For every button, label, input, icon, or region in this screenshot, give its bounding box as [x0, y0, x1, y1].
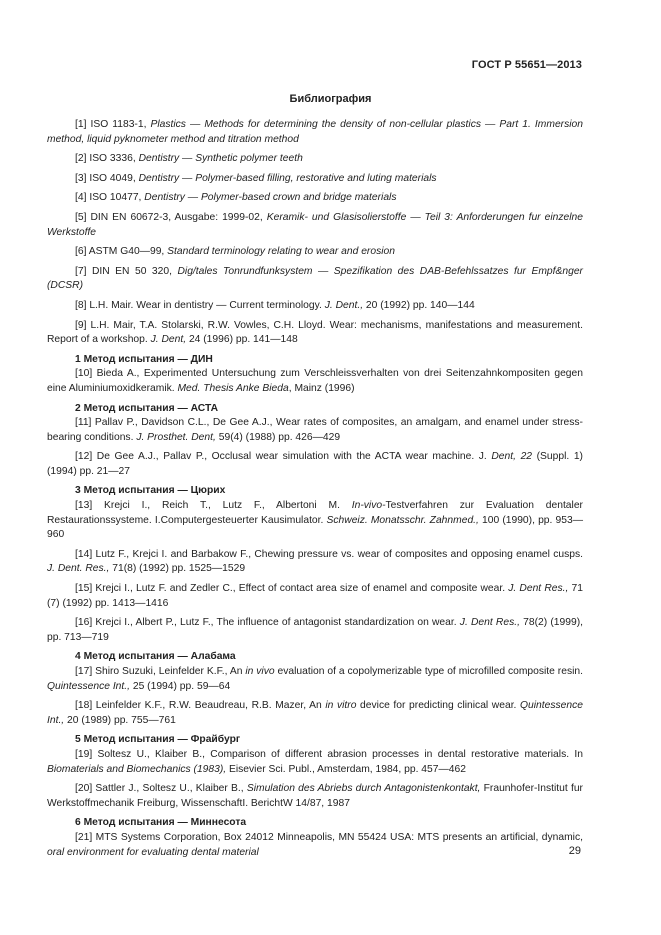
reference-2: [2] ISO 3336, Dentistry — Synthetic polymer teeth: [75, 153, 303, 165]
reference-12: [12] De Gee A.J., Pallav P., Occlusal wear simulation with the ACTA wear machine. J. Dent, 22 (Suppl. 1) (1994) pp. 21—27: [47, 451, 583, 477]
reference-8: [8] L.H. Mair. Wear in dentistry — Current terminology. J. Dent., 20 (1992) pp. 140—144: [75, 299, 475, 311]
section-heading-freiburg: 5 Метод испытания — Фрайбург: [75, 734, 241, 746]
section-heading-din: 1 Метод испытания — ДИН: [75, 353, 213, 365]
bibliography-list: [47, 118, 583, 865]
reference-3: [3] ISO 4049, Dentistry — Polymer-based filling, restorative and luting materials: [75, 172, 437, 184]
reference-20: [20] Sattler J., Soltesz U., Klaiber B., Simulation des Abriebs durch Antagonistenkontakt, Fraunhofer-Institut fur Werkstoffmechanik Freiburg, WissenschaftI. BerichtW 14/87, 1987: [47, 783, 583, 809]
page-number: 29: [568, 845, 581, 857]
reference-6: [6] ASTM G40—99, Standard terminology relating to wear and erosion: [75, 246, 395, 258]
reference-19: [19] Soltesz U., Klaiber B., Comparison of different abrasion processes in dental restorative materials. In Biomaterials and Biomechanics (1983), Eisevier Sci. Publ., Amsterdam, 1984, pp. 457—462: [47, 748, 583, 775]
standard-code: ГОСТ Р 55651—2013: [471, 59, 582, 71]
reference-9: [9] L.H. Mair, T.A. Stolarski, R.W. Vowles, C.H. Lloyd. Wear: mechanisms, manifestations and measurement. Report of a workshop. J. Dent, 24 (1996) pp. 141—148: [47, 319, 583, 346]
section-heading-alabama: 4 Метод испытания — Алабама: [75, 651, 236, 663]
section-heading-acta: 2 Метод испытания — АСТА: [75, 402, 219, 414]
reference-1: [1] ISO 1183-1, Plastics — Methods for determining the density of non-cellular plastics — Part 1. Immersion method, liquid pyknometer method and titration method: [47, 119, 583, 145]
reference-14: [14] Lutz F., Krejci I. and Barbakow F., Chewing pressure vs. wear of composites and opposing enamel cusps. J. Dent. Res., 71(8) (1992) pp. 1525—1529: [47, 548, 583, 575]
page-title: Библиография: [289, 93, 372, 105]
reference-17: [17] Shiro Suzuki, Leinfelder K.F., An in vivo evaluation of a copolymerizable type of microfilled composite resin. Quintessence Int., 25 (1994) pp. 59—64: [47, 666, 583, 692]
reference-5: [5] DIN EN 60672-3, Ausgabe: 1999-02, Keramik- und Glasisolierstoffe — Teil 3: Anforderungen fur einzelne Werkstoffe: [47, 211, 583, 238]
reference-4: [4] ISO 10477, Dentistry — Polymer-based crown and bridge materials: [75, 192, 397, 204]
section-heading-minnesota: 6 Метод испытания — Миннесота: [75, 817, 247, 829]
reference-21: [21] MTS Systems Corporation, Box 24012 Minneapolis, MN 55424 USA: MTS presents an artificial, dynamic, oral environment for evaluating dental material: [47, 831, 583, 858]
reference-16: [16] Krejci I., Albert P., Lutz F., The influence of antagonist standardization on wear. J. Dent Res., 78(2) (1999), pp. 713—719: [47, 617, 583, 643]
reference-18: [18] Leinfelder K.F., R.W. Beaudreau, R.B. Mazer, An in vitro device for predicting clinical wear. Quintessence Int., 20 (1989) pp. 755—761: [47, 700, 583, 726]
reference-10: [10] Bieda A., Experimented Untersuchung zum Verschleissverhalten von drei Seitenzahnkompositen gegen eine Aluminiumoxidkeramik. Med. Thesis Anke Bieda, Mainz (1996): [47, 368, 583, 394]
reference-15: [15] Krejci I., Lutz F. and Zedler C., Effect of contact area size of enamel and composite wear. J. Dent Res., 71 (7) (1992) pp. 1413—1416: [47, 583, 583, 609]
reference-11: [11] Pallav P., Davidson C.L., De Gee A.J., Wear rates of composites, an amalgam, and enamel under stress-bearing conditions. J. Prosthet. Dent, 59(4) (1988) pp. 426—429: [47, 417, 583, 443]
section-heading-zurich: 3 Метод испытания — Цюрих: [75, 485, 226, 497]
reference-13: [13] Krejci I., Reich T., Lutz F., Albertoni M. In-vivo-Testverfahren zur Evaluation dentaler Restaurationssysteme. I.Computergesteuerter Kausimulator. Schweiz. Monatsschr. Zahnmed., 100 (1990), pp. 953—960: [47, 500, 583, 541]
reference-7: [7] DIN EN 50 320, Dig/tales Tonrundfunksystem — Spezifikation des DAB-Befehlssatzes fur Empf&nger (DCSR): [47, 265, 583, 292]
